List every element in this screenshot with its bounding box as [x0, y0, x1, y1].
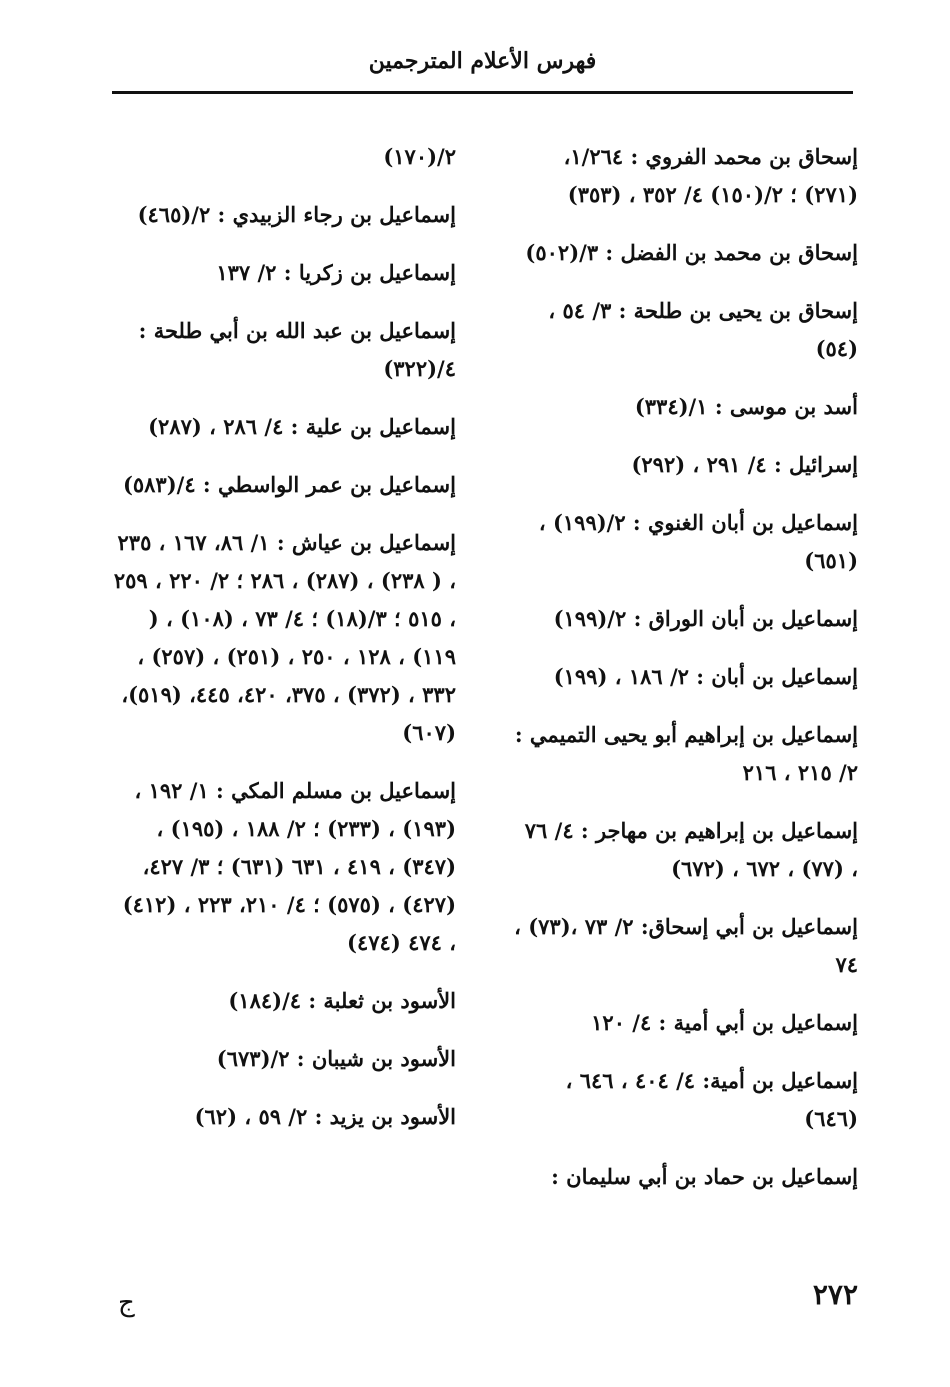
index-column-right: [514, 138, 858, 1216]
index-entry: إسماعيل بن أبي أمية : ٤/ ١٢٠: [591, 1010, 858, 1035]
index-entry: الأسود بن ثعلبة : ٤/(١٨٤): [228, 988, 456, 1013]
signature-mark: ج: [118, 1288, 135, 1318]
index-entry: الأسود بن يزيد : ٢/ ٥٩ ، (٦٢): [194, 1104, 456, 1129]
index-entry: إسماعيل بن أمية: ٤/ ٤٠٤ ، ٦٤٦ ، (٦٤٦): [565, 1068, 858, 1131]
index-entry: إسماعيل بن حماد بن أبي سليمان :: [551, 1164, 858, 1189]
index-entry: إسماعيل بن إبراهيم أبو يحيى التميمي : ٢/ ٢١٥ ، ٢١٦: [514, 722, 858, 785]
page-header: [112, 42, 853, 94]
index-entry: إسحاق بن محمد بن الفضل : ٣/(٥٠٢): [525, 240, 858, 265]
index-entry: إسماعيل بن عياش : ١/ ٨٦، ١٦٧ ، ٢٣٥ ، ( ٢٣٨) ، (٢٨٧) ، ٢٨٦ ؛ ٢/ ٢٢٠ ، ٢٥٩ ، ٥١٥ ؛ ٣/(١٨) ؛ ٤/ ٧٣ ، (١٠٨) ، ( ١١٩) ، ١٢٨ ، ٢٥٠ ، (٢٥١) ، (٢٥٧) ، ٣٣٢ ، (٣٧٢) ، ٣٧٥، ٤٢٠، ٤٤٥، (٥١٩)، (٦٠٧): [113, 530, 456, 745]
index-entry: إسماعيل بن إبراهيم بن مهاجر : ٤/ ٧٦ ، (٧٧) ، ٦٧٢ ، (٦٧٢): [524, 818, 858, 881]
index-entry: إسحاق بن يحيى بن طلحة : ٣/ ٥٤ ، (٥٤): [548, 298, 858, 361]
index-column-left: [112, 138, 456, 1156]
index-entry: إسماعيل بن أبان الوراق : ٢/(١٩٩): [553, 606, 858, 631]
index-entry: إسماعيل بن أبان : ٢/ ١٨٦ ، (١٩٩): [553, 664, 858, 689]
index-entry: إسرائيل : ٤/ ٢٩١ ، (٢٩٢): [631, 452, 858, 477]
page-title: فهرس الأعلام المترجمين: [368, 48, 597, 74]
index-entry: إسحاق بن محمد الفروي : ١/٢٦٤، (٢٧١) ؛ ٢/(١٥٠) ٤/ ٣٥٢ ، (٣٥٣): [563, 144, 858, 207]
index-entry: إسماعيل بن رجاء الزبيدي : ٢/(٤٦٥): [137, 202, 456, 227]
index-entry-continuation: ٢/(١٧٠): [383, 144, 456, 169]
index-entry: إسماعيل بن أبي إسحاق: ٢/ ٧٣ ،(٧٣) ، ٧٤: [514, 914, 858, 977]
index-entry: إسماعيل بن عمر الواسطي : ٤/(٥٨٣): [122, 472, 456, 497]
page-number: ٢٧٢: [812, 1278, 858, 1311]
index-entry: إسماعيل بن زكريا : ٢/ ١٣٧: [216, 260, 456, 285]
index-entry: الأسود بن شيبان : ٢/(٦٧٣): [216, 1046, 456, 1071]
index-entry: أسد بن موسى : ١/(٣٣٤): [634, 394, 858, 419]
index-entry: إسماعيل بن عبد الله بن أبي طلحة : ٤/(٣٢٢): [138, 318, 456, 381]
index-entry: إسماعيل بن علية : ٤/ ٢٨٦ ، (٢٨٧): [148, 414, 456, 439]
index-entry: إسماعيل بن مسلم المكي : ١/ ١٩٢ ، (١٩٣) ، (٢٣٣) ؛ ٢/ ١٨٨ ، (١٩٥) ، (٣٤٧) ، ٤١٩ ، ٦٣١ (٦٣١) ؛ ٣/ ٤٢٧، (٤٢٧) ، (٥٧٥) ؛ ٤/ ٢١٠، ٢٢٣ ، (٤١٢) ، ٤٧٤ (٤٧٤): [122, 778, 456, 955]
index-entry: إسماعيل بن أبان الغنوي : ٢/(١٩٩) ، (٦٥١): [538, 510, 858, 573]
